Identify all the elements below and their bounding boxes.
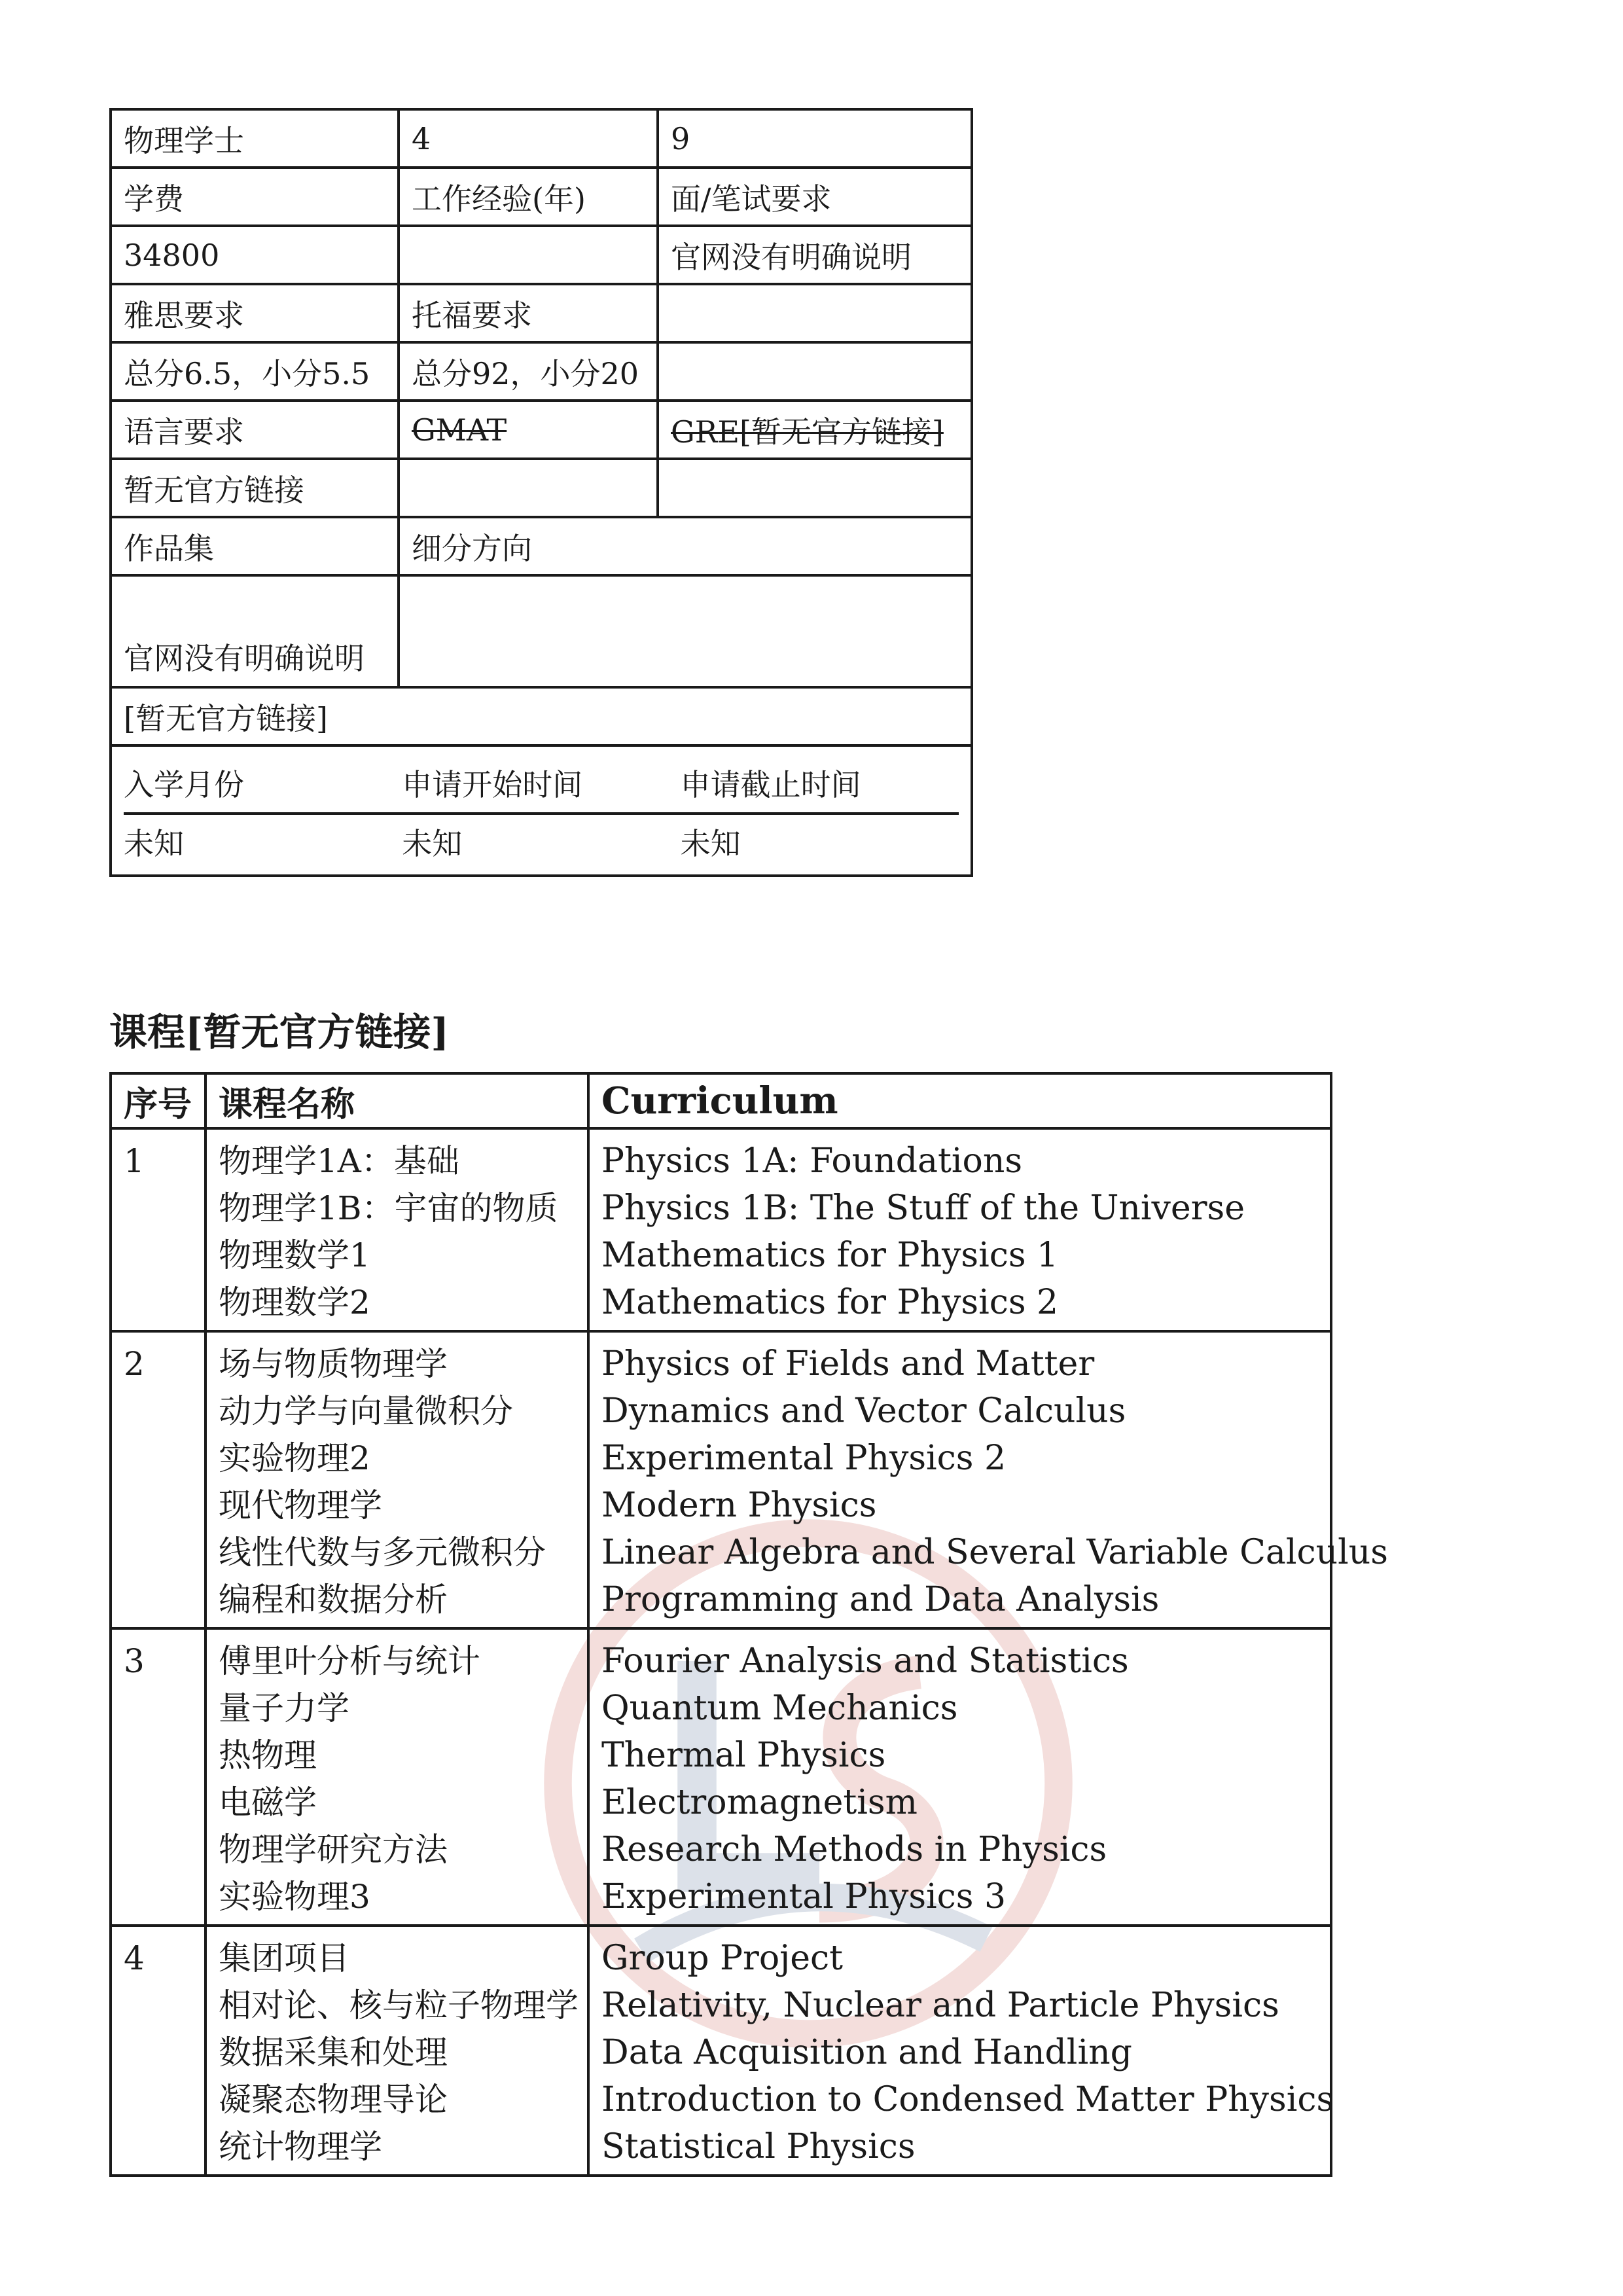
course-name-cn: 物理学1A：基础 bbox=[219, 1142, 459, 1180]
course-name-cn: 数据采集和处理 bbox=[219, 2034, 448, 2072]
tuition-label: 学费 bbox=[111, 168, 399, 226]
course-year-number: 2 bbox=[111, 1331, 205, 1628]
experience-value bbox=[399, 226, 658, 284]
program-info-table bbox=[109, 108, 973, 877]
table-row bbox=[111, 575, 972, 687]
app-end-label: 申请截止时间 bbox=[680, 767, 861, 802]
course-name-cn: 物理学研究方法 bbox=[219, 1831, 448, 1869]
table-header-row bbox=[111, 1073, 1331, 1128]
portfolio-link: [暂无官方链接] bbox=[111, 687, 972, 745]
toefl-value: 总分92，小分20 bbox=[399, 342, 658, 401]
course-name-cn: 编程和数据分析 bbox=[219, 1581, 448, 1619]
portfolio-label: 作品集 bbox=[111, 517, 399, 575]
course-name-en: Quantum Mechanics bbox=[601, 1689, 958, 1728]
course-name-en: Dynamics and Vector Calculus bbox=[601, 1391, 1126, 1431]
course-names-cn bbox=[205, 1628, 588, 1926]
course-name-cn: 物理数学2 bbox=[219, 1283, 370, 1321]
empty-cell bbox=[399, 459, 658, 517]
column-header-no: 序号 bbox=[111, 1073, 205, 1128]
application-timeline bbox=[111, 745, 972, 876]
direction-label: 细分方向 bbox=[399, 517, 972, 575]
course-name-en: Programming and Data Analysis bbox=[601, 1580, 1160, 1619]
divider bbox=[124, 812, 959, 815]
course-names-en bbox=[588, 1926, 1334, 2176]
course-name-cn: 场与物质物理学 bbox=[219, 1345, 448, 1383]
course-name-en: Fourier Analysis and Statistics bbox=[601, 1641, 1129, 1681]
curriculum-table bbox=[109, 1072, 1388, 2177]
app-end-value: 未知 bbox=[680, 826, 741, 861]
interview-label: 面/笔试要求 bbox=[658, 168, 972, 226]
tuition-value: 34800 bbox=[111, 226, 399, 284]
empty-cell bbox=[658, 342, 972, 401]
course-name-en: Physics of Fields and Matter bbox=[601, 1344, 1095, 1384]
curriculum-heading: 课程[暂无官方链接] bbox=[109, 1010, 449, 1054]
course-name-en: Relativity, Nuclear and Particle Physics bbox=[601, 1986, 1279, 2025]
course-year-number: 3 bbox=[111, 1628, 205, 1926]
table-row bbox=[111, 1331, 1331, 1628]
duration-value: 4 bbox=[399, 109, 658, 168]
course-name-en: Mathematics for Physics 1 bbox=[601, 1236, 1059, 1275]
table-row bbox=[111, 284, 972, 342]
interview-value: 官网没有明确说明 bbox=[658, 226, 972, 284]
empty-cell bbox=[658, 284, 972, 342]
experience-label: 工作经验(年) bbox=[399, 168, 658, 226]
course-name-en: Mathematics for Physics 2 bbox=[601, 1283, 1059, 1322]
table-row bbox=[111, 109, 972, 168]
table-row bbox=[111, 459, 972, 517]
table-row bbox=[111, 1628, 1331, 1926]
course-name-cn: 相对论、核与粒子物理学 bbox=[219, 1986, 579, 2024]
course-names-cn bbox=[205, 1128, 588, 1331]
portfolio-value: 官网没有明确说明 bbox=[111, 575, 399, 687]
table-row bbox=[111, 1128, 1331, 1331]
course-name-cn: 实验物理2 bbox=[219, 1439, 370, 1477]
intake-value: 未知 bbox=[124, 826, 184, 861]
column-header-en: Curriculum bbox=[588, 1073, 1331, 1128]
table-row bbox=[111, 342, 972, 401]
direction-value bbox=[399, 575, 972, 687]
table-row bbox=[111, 401, 972, 459]
course-name-en: Experimental Physics 3 bbox=[601, 1877, 1007, 1916]
course-name-cn: 实验物理3 bbox=[219, 1878, 370, 1916]
course-name-en: Introduction to Condensed Matter Physics bbox=[601, 2080, 1334, 2119]
course-name-en: Electromagnetism bbox=[601, 1783, 918, 1822]
course-names-cn bbox=[205, 1331, 588, 1628]
app-start-value: 未知 bbox=[402, 826, 463, 861]
course-name-en: Physics 1B: The Stuff of the Universe bbox=[601, 1189, 1245, 1228]
ranking-value: 9 bbox=[658, 109, 972, 168]
course-year-number: 4 bbox=[111, 1926, 205, 2176]
ielts-value: 总分6.5，小分5.5 bbox=[111, 342, 399, 401]
language-label: 语言要求 bbox=[111, 401, 399, 459]
empty-cell bbox=[658, 459, 972, 517]
course-name-cn: 动力学与向量微积分 bbox=[219, 1392, 513, 1430]
degree-value: 物理学士 bbox=[111, 109, 399, 168]
course-name-cn: 量子力学 bbox=[219, 1689, 349, 1727]
course-name-cn: 物理数学1 bbox=[219, 1236, 370, 1274]
course-name-en: Modern Physics bbox=[601, 1486, 877, 1525]
course-name-en: Physics 1A: Foundations bbox=[601, 1141, 1023, 1181]
course-name-en: Linear Algebra and Several Variable Calculus bbox=[601, 1533, 1388, 1572]
course-name-en: Experimental Physics 2 bbox=[601, 1439, 1007, 1478]
course-name-cn: 物理学1B：宇宙的物质 bbox=[219, 1189, 558, 1227]
course-names-en bbox=[588, 1628, 1331, 1926]
course-name-en: Group Project bbox=[601, 1939, 844, 1978]
course-name-cn: 统计物理学 bbox=[219, 2128, 382, 2166]
gre-label: GRE[暂无官方链接] bbox=[658, 401, 972, 459]
course-name-cn: 热物理 bbox=[219, 1736, 317, 1774]
course-name-cn: 电磁学 bbox=[219, 1784, 317, 1821]
table-row bbox=[111, 1926, 1331, 2176]
intake-label: 入学月份 bbox=[124, 767, 244, 802]
table-row bbox=[111, 687, 972, 745]
language-value: 暂无官方链接 bbox=[111, 459, 399, 517]
course-names-cn bbox=[205, 1926, 588, 2176]
course-name-cn: 线性代数与多元微积分 bbox=[219, 1534, 546, 1571]
app-start-label: 申请开始时间 bbox=[402, 767, 583, 802]
course-name-en: Thermal Physics bbox=[601, 1736, 886, 1775]
table-row bbox=[111, 517, 972, 575]
course-name-cn: 凝聚态物理导论 bbox=[219, 2081, 448, 2119]
course-name-cn: 现代物理学 bbox=[219, 1486, 382, 1524]
column-header-cn: 课程名称 bbox=[205, 1073, 588, 1128]
table-row bbox=[111, 226, 972, 284]
table-row bbox=[111, 168, 972, 226]
course-name-en: Data Acquisition and Handling bbox=[601, 2033, 1132, 2072]
gmat-label: GMAT bbox=[399, 401, 658, 459]
course-names-en bbox=[588, 1128, 1331, 1331]
course-name-cn: 傅里叶分析与统计 bbox=[219, 1642, 480, 1680]
course-name-en: Statistical Physics bbox=[601, 2127, 916, 2166]
course-names-en bbox=[588, 1331, 1388, 1628]
curriculum-body bbox=[111, 1128, 1388, 2176]
course-name-en: Research Methods in Physics bbox=[601, 1830, 1107, 1869]
course-name-cn: 集团项目 bbox=[219, 1939, 349, 1977]
table-row bbox=[111, 745, 972, 876]
course-year-number: 1 bbox=[111, 1128, 205, 1331]
ielts-label: 雅思要求 bbox=[111, 284, 399, 342]
toefl-label: 托福要求 bbox=[399, 284, 658, 342]
